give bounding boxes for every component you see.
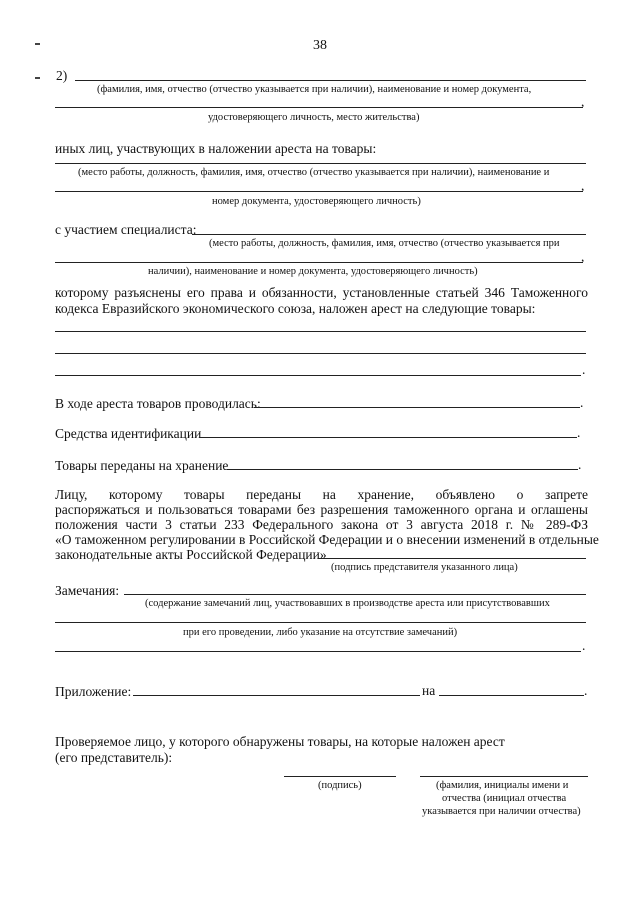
attachment-on: на xyxy=(422,683,436,698)
person-name-caption: (фамилия, имя, отчество (отчество указывается при наличии), наименование и номер документа, xyxy=(97,84,532,95)
page-number: 38 xyxy=(313,38,327,53)
remarks-caption-2: при его проведении, либо указание на отсутствие замечаний) xyxy=(183,627,458,638)
attachment-line xyxy=(133,695,420,696)
period: . xyxy=(582,362,586,377)
specialist-caption-1: (место работы, должность, фамилия, имя, отчество (отчество указывается при xyxy=(209,238,560,249)
comma: , xyxy=(581,249,585,264)
specialist-line-2 xyxy=(55,262,583,263)
warning-line-2: распоряжаться и пользоваться товарами без разрешения таможенного органа и оглашены xyxy=(55,502,588,517)
others-caption-2: номер документа, удостоверяющего личность) xyxy=(212,196,421,207)
warning-line-4: «О таможенном регулировании в Российской Федерации и о внесении изменений в отдельные xyxy=(55,532,599,547)
fio-caption-2: отчества (инициал отчества xyxy=(442,793,567,804)
others-line-1 xyxy=(55,163,586,164)
inspected-line-2: (его представитель): xyxy=(55,750,173,765)
explained-line-2: кодекса Евразийского экономического союза, наложен арест на следующие товары: xyxy=(55,301,536,316)
goods-line-2 xyxy=(55,353,586,354)
storage-label: Товары переданы на хранение xyxy=(55,458,229,473)
person-field-line xyxy=(75,80,586,81)
goods-line-1 xyxy=(55,331,586,332)
warning-line-5: законодательные акты Российской Федерации» xyxy=(55,547,327,562)
specialist-label: с участием специалиста: xyxy=(55,222,197,237)
item-number: 2) xyxy=(56,68,68,83)
others-line-2 xyxy=(55,191,583,192)
storage-line xyxy=(227,469,578,470)
period: . xyxy=(577,425,581,440)
identification-means-line xyxy=(199,437,577,438)
identification-done-label: В ходе ареста товаров проводилась: xyxy=(55,396,261,411)
others-label: иных лиц, участвующих в наложении ареста на товары: xyxy=(55,141,377,156)
goods-line-3 xyxy=(55,375,581,376)
person-doc-caption: удостоверяющего личность, место жительства) xyxy=(208,112,420,123)
specialist-caption-2: наличии), наименование и номер документа, удостоверяющего личность) xyxy=(148,266,478,277)
inspected-line-1: Проверяемое лицо, у которого обнаружены товары, на которые наложен арест xyxy=(55,734,505,749)
rep-signature-caption: (подпись представителя указанного лица) xyxy=(331,562,518,573)
period: . xyxy=(580,395,584,410)
scan-mark xyxy=(35,77,40,79)
remarks-label: Замечания: xyxy=(55,583,120,598)
fio-line xyxy=(420,776,588,777)
remarks-line-2 xyxy=(55,622,586,623)
rep-signature-line xyxy=(318,558,586,559)
fio-caption-1: (фамилия, инициалы имени и xyxy=(436,780,569,791)
specialist-line-1 xyxy=(192,234,586,235)
comma: , xyxy=(581,94,585,109)
others-caption-1: (место работы, должность, фамилия, имя, отчество (отчество указывается при наличии), наименование и xyxy=(78,167,550,178)
explained-line-1: которому разъяснены его права и обязанности, установленные статьей 346 Таможенного xyxy=(55,285,588,300)
signature-caption: (подпись) xyxy=(318,780,362,791)
period: . xyxy=(578,457,582,472)
attachment-label: Приложение: xyxy=(55,684,132,699)
period: . xyxy=(582,638,586,653)
remarks-caption-1: (содержание замечаний лиц, участвовавших в производстве ареста или присутствовавших xyxy=(145,598,550,609)
attachment-count-line xyxy=(439,695,584,696)
fio-caption-3: указывается при наличии отчества) xyxy=(422,806,581,817)
comma: , xyxy=(581,178,585,193)
remarks-line-3 xyxy=(55,651,581,652)
identification-means-label: Средства идентификации xyxy=(55,426,202,441)
remarks-line-1 xyxy=(124,594,586,595)
signature-line xyxy=(284,776,396,777)
warning-line-1: Лицу, которому товары переданы на хранение, объявлено о запрете xyxy=(55,487,588,502)
scan-mark xyxy=(35,43,40,45)
identification-done-line xyxy=(254,407,580,408)
period: . xyxy=(584,683,588,698)
person-doc-line xyxy=(55,107,583,108)
warning-line-3: положения части 3 статьи 233 Федерального закона от 3 августа 2018 г. № 289-ФЗ xyxy=(55,517,588,532)
